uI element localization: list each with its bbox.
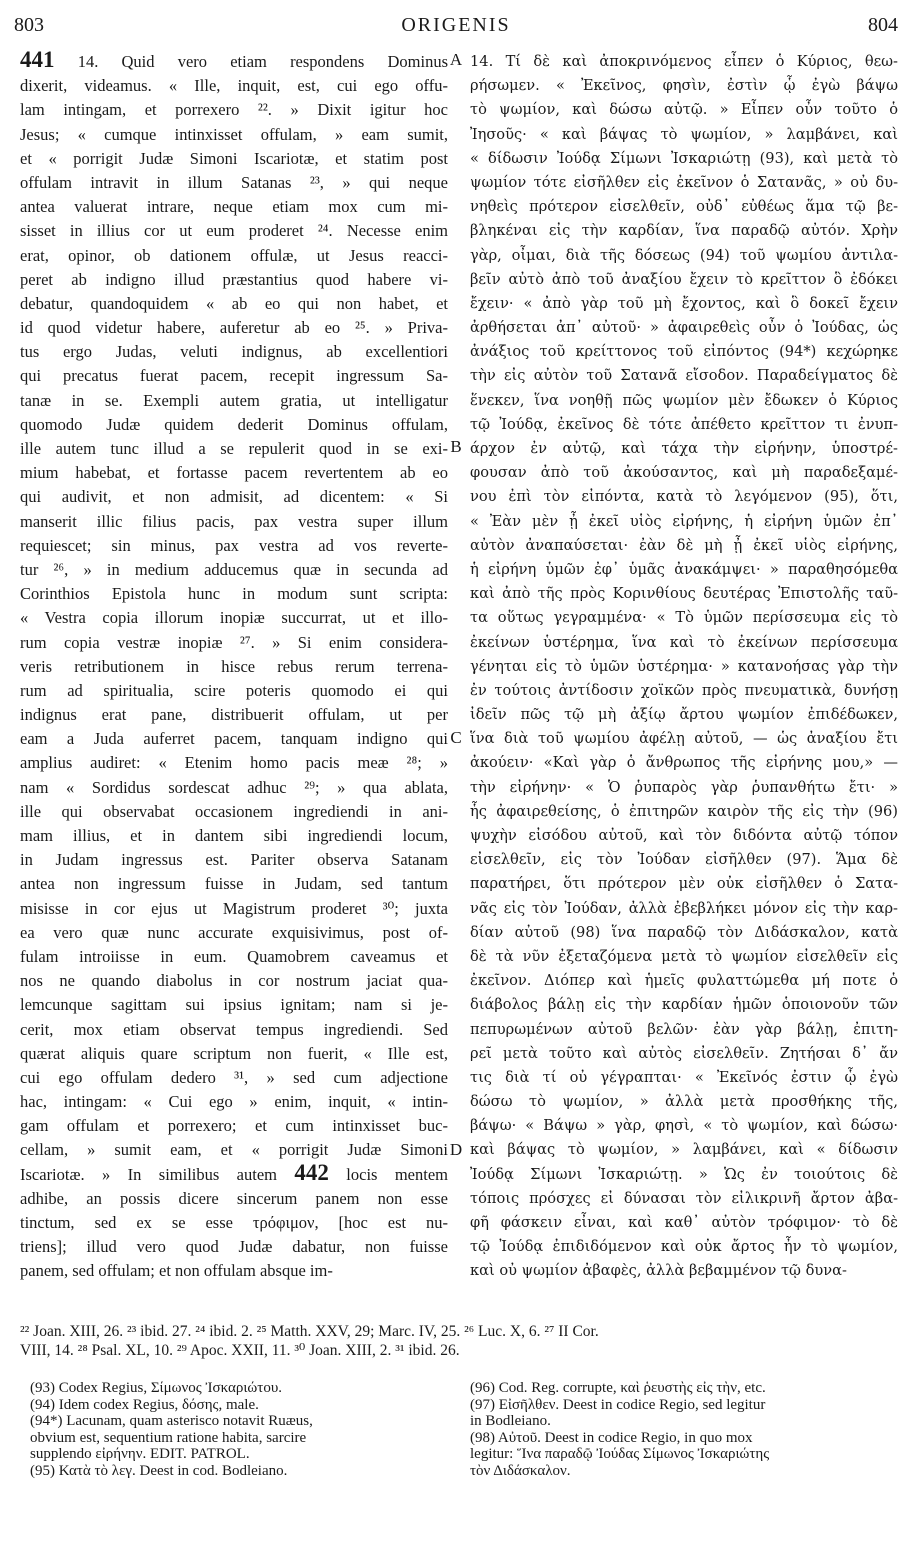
greek-line: ἔχειν· « ἀπὸ γὰρ τοῦ μὴ ἔχοντος, καὶ ὃ δοκεῖ ἔχειν [470,294,898,312]
latin-line: gam offulam et porrexero; et cum intinxisset buc- [20,1116,448,1136]
latin-line: lam intingam, et porrexero ²². » Dixit igitur hoc [20,100,448,120]
latin-line: indignus erat pane, distribuerit offulam, ut per [20,705,448,725]
right-page-number: 804 [868,14,898,36]
latin-column [20,50,448,1284]
latin-line: manserit illic filius pacis, pax vestra super illum [20,511,448,531]
greek-line: ἰδεῖν πῶς τῷ μὴ ἀξίῳ ἄρτου ψωμίον ἐπιδέδωκεν, [470,706,898,724]
latin-line: debatur, quandoquidem « ab eo qui non habet, et [20,293,448,313]
latin-line: id quod videtur habere, auferetur ab eo ²⁵. » Priva- [20,318,448,338]
notes-left-column [30,1380,460,1479]
latin-line: tus ergo Judas, veluti indignus, ab excellentiori [20,342,448,362]
latin-line: tinctum, sed ex se esse τρόφιμον, [hoc est nu- [20,1213,448,1232]
latin-line: mam illius, et in dantem sibi ingrediendi locum, [20,826,448,845]
latin-line: ille qui observabat occasionem ingrediendi in ani- [20,801,448,821]
latin-line: tanæ in se. Exempli autem gratia, ut intelligatur [20,390,448,410]
greek-line: άρχον ἐν αὐτῷ, καὶ τάχα τὴν εἰρήνην, ὑποστρέ- [470,440,898,457]
greek-line: ἧς ἀφαιρεθείσης, ὁ ἐπιτηρῶν καιρὸν τῆς εἰς τὴν (96) [470,802,898,820]
greek-line: δώσω τὸ ψωμίον, » ἀλλὰ μετὰ προσθήκης τῆς, [470,1093,898,1111]
greek-line: τα οὕτως γεγραμμένα· « Τὸ ὑμῶν περίσσευμα εἰς τὸ [470,609,898,627]
greek-line: φῆ φάσκειν εἶναι, καὶ καθ᾽ αὐτὸν τρόφιμον· τὸ δὲ [470,1214,898,1231]
note-line: τὸν Διδάσκαλον. [470,1462,571,1479]
greek-line: « δίδωσιν Ἰούδᾳ Σίμωνι Ἰσκαριώτῃ (93), καὶ μετὰ τὸ [470,149,898,167]
greek-line: ἐκείνων ὑστέρημα, ἵνα καὶ τὸ ἐκείνων περίσσευμα [470,633,898,651]
greek-line: νᾶς εἰς τὸν Ἰούδαν, ἀλλὰ ἐβεβλήκει μόνον εἰς τὴν καρ- [470,899,898,917]
greek-line: ρεῖ μετὰ τοῦτο καὶ αὐτὸς εἰσελθεῖν. Ζητήσαι δ᾽ ἄν [470,1044,898,1062]
latin-line: nos ne quando diabolus in cor nostrum jaciat qua- [20,971,448,991]
footnote-line: VIII, 14. ²⁸ Psal. XL, 10. ²⁹ Apoc. XXII, 11. ³⁰ Joan. XIII, 2. ³¹ ibid. 26. [20,1342,460,1359]
latin-line: in Judam ingressus est. Pariter observa Satanam [20,850,448,870]
margin-marker-a: A [449,50,463,69]
column-page-number: 442 [294,1162,329,1185]
latin-line: tur ²⁶, » in medium adducemus quæ in secunda ad [20,559,448,579]
greek-line: τὴν εἰς αὐτὸν τοῦ Σατανᾶ εἴσοδον. Παραδείγματος δὲ [470,367,898,385]
greek-line: πεπυρωμένων αὐτοῦ βελῶν· ἐὰν γὰρ βάλῃ, ἐπιτη- [470,1020,898,1038]
latin-line: cui ego offulam dedero ³¹, » sed cum adjectione [20,1067,448,1087]
greek-line: νου ἐπὶ τὸν εἰπόντα, κατὰ τὸ λεγόμενον (95), ὅτι, [470,488,898,506]
greek-line: βληκέναι εἰς τὴν καρδίαν, ἵνα παραδῷ αὐτόν. Χρὴν [470,222,898,240]
latin-line: Jesus; « cumque intinxisset offulam, » eam sumit, [20,124,448,144]
note-line: in Bodleiano. [470,1413,551,1429]
latin-line: triens]; illud vero quod Judæ dabatur, non fuisse [20,1237,448,1257]
greek-line: καὶ ἀπὸ τῆς πρὸς Κορινθίους δευτέρας Ἐπιστολῆς ταῦ- [470,585,898,603]
note-line: obvium est, sequentium ratione habita, sarcire [30,1429,307,1446]
latin-line: ille autem tunc illud a se repulerit quod in se exi- [20,439,448,458]
latin-line: ea vero quæ nunc accurate exquisivimus, post of- [20,922,448,942]
greek-line: βεῖν αὐτὸ ἀπὸ τοῦ ἀναξίου ἔχειν τὸ κρεῖττον ὃ ἐδόκει [470,270,898,288]
greek-line: 14. Τί δὲ καὶ ἀποκρινόμενος εἶπεν ὁ Κύριος, θεω- [470,53,898,70]
latin-line: panem, sed offulam; et non offulam absque im- [20,1261,333,1281]
footnote-line: ²² Joan. XIII, 26. ²³ ibid. 27. ²⁴ ibid. 2. ²⁵ Matth. XXV, 29; Marc. IV, 25. ²⁶ Luc. X, 6. ²⁷ II Cor. [20,1323,599,1340]
latin-line: hac, intingam: « Cui ego » enim, inquit, « intin- [20,1092,448,1112]
latin-line: nam « Sordidus sordescat adhuc ²⁹; » qua ablata, [20,777,448,797]
greek-line: τις διὰ τί οὐ γέγραπται· « Ἐκεῖνός ἐστιν ᾧ ἐγὼ [470,1068,898,1086]
note-line: supplendo εἰρήνην. EDIT. PATROL. [30,1446,250,1462]
latin-line: qui audivit, et non admisit, ad dicentem: « Si [20,487,448,507]
latin-line: rum ad spiritualia, scire poteris quomodo ei qui [20,680,448,700]
greek-line: ἐκεῖνον. Διόπερ καὶ ἡμεῖς φυλαττώμεθα μή ποτε ὁ [470,972,898,990]
note-line: (97) Εἰσῆλθεν. Deest in codice Regio, sed legitur [470,1396,766,1413]
greek-line: ψυχὴν εἰσόδου αὐτοῦ, καὶ τὸν διδόντα αὐτῷ τόπον [470,827,898,844]
greek-line: Ἰούδᾳ Σίμωνι Ἰσκαριώτῃ. » Ὡς ἐν τοιούτοις δὲ [470,1165,898,1183]
latin-line: « Vestra copia illorum inopiæ succurrat, ut et illo- [20,608,448,628]
greek-line: παρατήρει, ὅτι πρότερον μὲν οὐκ εἰσῆλθεν ὁ Σατα- [470,875,898,893]
greek-line: δίαν αὐτοῦ (98) ἵνα παραδῷ τὸν Διδάσκαλον, κατὰ [470,923,898,941]
latin-line: et « porrigit Judæ Simoni Iscariotæ, et statim post [20,148,448,168]
greek-line: καὶ οὐ ψωμίον ἀβαφὲς, ἀλλὰ βεβαμμένον τῷ δυνα- [470,1262,847,1280]
latin-line: qui precatus fuerat pacem, recepit ingressum Sa- [20,366,448,386]
latin-line: lemcunque sagittam sui ipsius ignitam; nam si je- [20,995,448,1015]
greek-line: εἰσελθεῖν, εἰς τὸν Ἰούδαν εἰσῆλθεν (97). Ἅμα δὲ [470,851,898,869]
scripture-footnotes [20,1322,895,1360]
left-page-number: 803 [14,14,44,36]
greek-line: τῷ Ἰούδᾳ, ἐκεῖνος δὲ τότε ἀπέθετο κρεῖττον τι ἐνυπ- [470,415,898,433]
text-line: Iscariotæ. » In similibus autem [20,1164,277,1184]
greek-line: Ἰησοῦς· « καὶ βάψας τὸ ψωμίον, » λαμβάνει, καὶ [470,125,898,143]
greek-line: ἡ εἰρήνη ὑμῶν ἐφ᾽ ὑμᾶς ἀνακάμψει· » παραθησόμεθα [470,560,898,578]
margin-marker-d: D [449,1140,463,1159]
latin-line: Corinthios Epistola hunc in modum sunt scripta: [20,584,448,604]
latin-line: veris retributionem in hisce rebus rerum terrena- [20,656,448,676]
latin-line: peret ab indigno illud præstantius quod habere vi- [20,269,448,289]
latin-line [20,50,448,74]
latin-line: eam a Juda auferret pacem, tanquam indigno qui [20,729,448,749]
notes-right-column [470,1380,900,1479]
greek-line: τὸ ψωμίον, καὶ δώσω αὐτῷ. » Εἶπεν οὖν τοῦτο ὁ [470,101,898,119]
greek-line: « Ἐὰν μὲν ᾖ ἐκεῖ υἱὸς εἰρήνης, ἡ εἰρήνη ὑμῶν ἐπ᾽ [470,512,898,530]
greek-line: ἀνάξιος τοῦ κρείττονος τοῦ εἰπόντος (94*) κεχώρηκε [470,343,898,361]
greek-line: νηθεὶς πρότερον εἰσελθεῖν, οὐδ᾽ εὐθέως ἅμα τῷ βε- [470,198,898,216]
latin-line: quærat aliquis quare scriptum non fuerit, « Ille est, [20,1043,448,1063]
greek-line: γὰρ, οἶμαι, διὰ τῆς δόσεως (94) τοῦ ψωμίου ἀντιλα- [470,246,898,264]
latin-line: cellam, » sumit eam, et « porrigit Judæ Simoni [20,1140,448,1160]
greek-line: ψωμίον τότε εἰσῆλθεν εἰς ἐκεῖνον ὁ Σατανᾶς, » οὐ δυ- [470,173,898,191]
greek-line: ἀρθήσεται ἀπ᾽ αὐτοῦ· » ἀφαιρεθεὶς οὖν ὁ Ἰούδας, ὡς [470,319,898,337]
greek-line: ἕνεκεν, ἵνα νοηθῇ πῶς ψωμίον μὲν ἔδωκεν ὁ Κύριος [470,391,898,409]
greek-line: ἐν τούτοις ἀντίδοσιν χοϊκῶν πρὸς πνευματικὰ, δυνήσῃ [470,681,898,699]
latin-line: antea non ingressum fuisse in Judam, sed tantum [20,874,448,894]
greek-line: φουσαν ἀπὸ τοῦ ἀκούσαντος, καὶ μὴ παραδεξαμέ- [470,464,898,482]
greek-line: αὐτὸν ἀναπαύσεται· ἐὰν δὲ μὴ ᾖ ἐκεῖ υἱὸς εἰρήνης, [470,536,898,554]
note-line: legitur: Ἵνα παραδῷ Ἰούδας Σίμωνος Ἰσκαριώτης [470,1446,770,1462]
greek-line: βάψω· « Βάψω » γὰρ, φησὶ, « τὸ ψωμίον, καὶ δώσω· [470,1117,898,1135]
greek-line: δὲ τὰ νῦν ἐξεταζόμενα μετὰ τὸ ψωμίον εἰσελθεῖν εἰς [470,947,898,965]
greek-line: ἵνα διὰ τοῦ ψωμίου ἀφέλῃ αὐτοῦ, — ὡς ἀναξίου ἔτι [470,730,898,748]
latin-line: quomodo Judæ quidem dederit Dominus offulam, [20,414,448,434]
margin-marker-b: B [450,437,462,456]
latin-line: cerit, mox etiam observat tempus ingrediendi. Sed [20,1019,448,1039]
greek-line: τῷ Ἰούδᾳ ἐπιδιδόμενον καὶ οὐκ ἄρτος ἦν τὸ ψωμίον, [470,1238,898,1256]
note-line: (95) Κατὰ τὸ λεγ. Deest in cod. Bodleiano. [30,1462,288,1479]
note-line: (98) Αὐτοῦ. Deest in codice Regio, in quo mox [470,1429,753,1446]
margin-marker-c: C [450,728,462,747]
greek-line: ρήσωμεν. « Ἐκεῖνος, φησὶν, ἐστὶν ᾧ ἐγὼ βάψω [470,77,898,95]
text-line: 14. Quid vero etiam respondens Dominus [77,52,448,71]
greek-column [470,50,898,1284]
latin-line: fulam introiisse in eum. Quamobrem caveamus et [20,946,448,966]
latin-line: mium habebat, et fortasse pacem revertentem ab eo [20,463,448,483]
latin-line: adhibe, an possis dicere sincerum panem non esse [20,1188,448,1208]
note-line: (94*) Lacunam, quam asterisco notavit Ruæus, [30,1413,313,1429]
greek-line: διάβολος βάλῃ εἰς τὴν καρδίαν ἡμῶν ὁποιονοῦν τῶν [470,996,898,1014]
latin-line: misisse in cor ejus ut Magistrum proderet ³⁰; juxta [20,898,448,918]
note-line: (93) Codex Regius, Σίμωνος Ἰσκαριώτου. [30,1380,282,1396]
latin-line: erat, opinor, ob dationem offulæ, ut Jesus reacci- [20,245,448,265]
latin-line [20,1163,448,1187]
greek-line: καὶ βάψας τὸ ψωμίον, » λαμβάνει, καὶ « δίδωσιν [470,1141,898,1159]
column-page-number: 441 [20,50,55,72]
latin-line: offulam intravit in illum Satanas ²³, » qui neque [20,172,448,192]
greek-line: ἀκούειν· «Καὶ γὰρ ὁ ἄνθρωπος τῆς εἰρήνης μου,» — [470,754,898,772]
latin-line: amplius audiret: « Etenim homo pacis meæ ²⁸; » [20,753,448,773]
latin-line: requiescet; sin minus, pax vestra ad vos reverte- [20,535,448,555]
note-line: (94) Idem codex Regius, δόσης, male. [30,1396,259,1413]
note-line: (96) Cod. Reg. corrupte, καὶ ῥευστὴς εἰς τὴν, etc. [470,1380,766,1396]
page-header [14,14,898,38]
latin-line: dixerit, videamus. « Ille, inquit, est, cui ego offu- [20,76,448,96]
latin-line: antea valuerat intrare, neque etiam mox cum mi- [20,197,448,217]
greek-line: τὴν εἰρήνην· « Ὁ ῥυπαρὸς γὰρ ῥυπανθήτω ἔτι· » [470,778,898,796]
latin-line: sisset in illius cor ut eum proderet ²⁴. Necesse enim [20,221,448,241]
running-title: ORIGENIS [401,14,511,36]
greek-line: τόποις πρόσχες εἰ δύνασαι τὸν εἰλικρινῆ ἄρτον ἀβα- [470,1189,898,1207]
text-line-tail: locis mentem [346,1164,448,1184]
latin-line: rum copia vestræ inopiæ ²⁷. » Si enim considera- [20,632,448,652]
greek-line: γένηται εἰς τὸ ὑμῶν ὑστέρημα· » κατανοήσας γὰρ τὴν [470,657,898,675]
